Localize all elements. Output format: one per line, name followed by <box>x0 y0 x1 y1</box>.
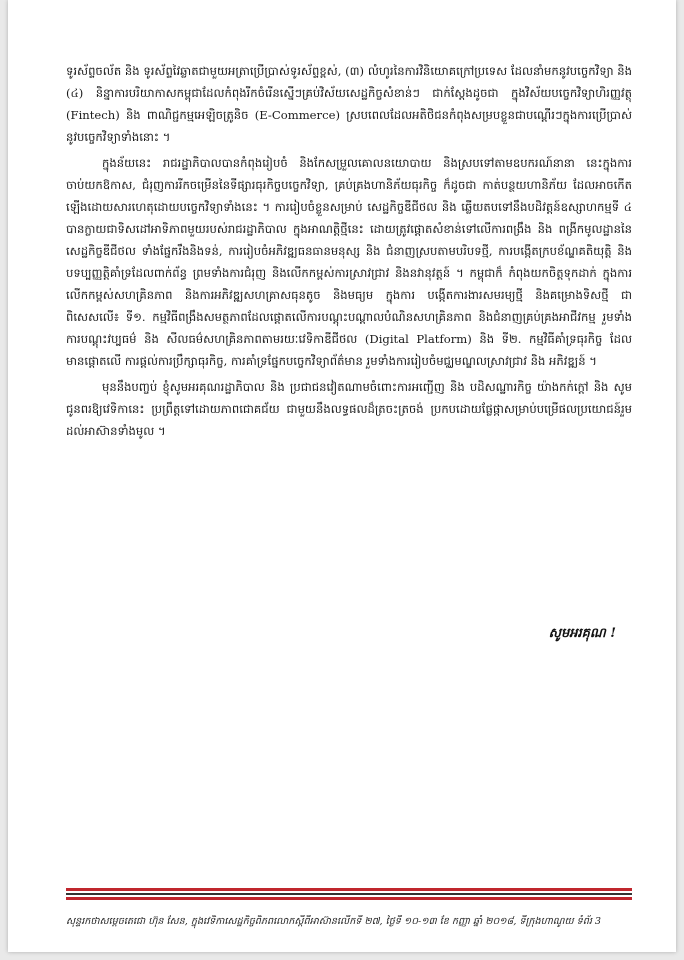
footer-rule-dark <box>66 893 632 895</box>
document-page <box>8 0 676 952</box>
paragraph-2: ក្នុងន័យនេះ រាជរដ្ឋាភិបាលបានកំពុងរៀបចំ និងកែសម្រួលគោលនយោបាយ និងស្របទៅតាមឧបករណ៍នានា នេះក្នុងការចាប់យកឱកាស, ជំរុញការរីកចម្រើននៃទីផ្សារធុរកិច្ចបច្ចេកវិទ្យា, គ្រប់គ្រងហានិភ័យធុរកិច្ច ក៏ដូចជា កាត់បន្ថយហានិភ័យ ដែលអាចកើតឡើងដោយសារហេតុដោយបច្ចេកវិទ្យាទាំងនេះ ។ ការរៀបចំខ្លួនសម្រាប់ សេដ្ឋកិច្ចឌីជីថល និង ឆ្លើយតបទៅនឹងបដិវត្តន៍ឧស្សាហកម្មទី ៤ បានក្លាយជាទិសដៅអាទិភាពមួយរបស់រាជរដ្ឋាភិបាល ក្នុងអាណត្តិថ្មីនេះ ដោយត្រូវផ្តោតសំខាន់ទៅលើការពង្រឹង និង ពង្រីកមូលដ្ឋាននៃសេដ្ឋកិច្ចឌីជីថល ទាំងផ្នែករឹងនិងទន់, ការរៀបចំអភិវឌ្ឍធនធានមនុស្ស និង ជំនាញស្របតាមបរិបទថ្មី, ការបង្កើតក្របខ័ណ្ឌគតិយុត្តិ និង បទប្បញ្ញត្តិគាំទ្រដែលពាក់ព័ន្ធ ព្រមទាំងការជំរុញ និងលើកកម្ពស់ការស្រាវជ្រាវ និងនវានុវត្តន៍ ។ កម្ពុជាក៏ កំពុងយកចិត្តទុកដាក់ ក្នុងការលើកកម្ពស់សហគ្រិនភាព និងការអភិវឌ្ឍសហគ្រាសធុនតូច និងមធ្យម ក្នុងការ បង្កើតការងារសមរម្យថ្មី និងគម្រោងទិសថ្មី ជាពិសេសលើ៖ ទី១. កម្មវិធីពង្រឹងសមត្ថភាពដែលផ្តោតលើការបណ្តុះបណ្តាលបំណិនសហគ្រិនភាព និងជំនាញគ្រប់គ្រងអាជីវកម្ម រួមទាំងការបណ្តុះវប្បធម៌ និង សីលធម៌សហគ្រិនភាពតាមរយៈវេទិកាឌីជីថល (Digital Platform) និង ទី២. កម្មវិធីគាំទ្រធុរកិច្ច ដែលមានផ្តោតលើ ការផ្តល់ការប្រឹក្សាធុរកិច្ច, ការគាំទ្រផ្នែកបច្ចេកវិទ្យាព័ត៌មាន រួមទាំងការរៀបចំមជ្ឈមណ្ឌលស្រាវជ្រាវ និង អភិវឌ្ឍន៍ ។ <box>66 156 632 368</box>
body-text <box>66 60 632 446</box>
footer-rule-red <box>66 888 632 891</box>
footer-rule-red-2 <box>66 897 632 900</box>
closing-thanks: សូមអរគុណ ! <box>548 626 616 641</box>
paragraph-1: ទូរស័ព្ទចល័ត និង ទូរស័ព្ទវៃឆ្លាតជាមួយអត្រាប្រើប្រាស់ទូរស័ព្ទខ្ពស់, (៣) លំហូរនៃការវិនិយោគក្រៅប្រទេស ដែលនាំមកនូវបច្ចេកវិទ្យា និង (៤) និន្នាការបរិយាកាសកម្ពុជាដែលកំពុងរីកចំរើនស្នើៗគ្រប់វិស័យសេដ្ឋកិច្ចសំខាន់ៗ ជាក់ស្តែងដូចជា ក្នុងវិស័យបច្ចេកវិទ្យាហិរញ្ញវត្ថុ (Fintech) និង ពាណិជ្ជកម្មអេឡិចត្រូនិច (E-Commerce) ស្របពេលដែលអតិថិជនកំពុងសម្របខ្លួនជាបណ្តើរៗក្នុងការប្រើប្រាស់នូវបច្ចេកវិទ្យាទាំងនោះ ។ <box>66 64 632 144</box>
paragraph-3: មុននឹងបញ្ចប់ ខ្ញុំសូមអរគុណរដ្ឋាភិបាល និង ប្រជាជនវៀតណាមចំពោះការអញ្ជើញ និង បដិសណ្ឋារកិច្ច យ៉ាងកក់ក្តៅ និង សូមជូនពរឱ្យវេទិកានេះ ប្រព្រឹត្តទៅដោយភាពជោគជ័យ ជាមួយនឹងលទ្ធផលដ៏ត្រចះត្រចង់ ប្រកបដោយផ្លែផ្កាសម្រាប់បម្រើផលប្រយោជន៍រួមដល់អាស៊ានទាំងមូល ។ <box>66 380 632 438</box>
page-footer: សុន្ទរកថាសម្តេចតេជោ ហ៊ុន សែន, ក្នុងវេទិកាសេដ្ឋកិច្ចពិភពលោកស្តីពីអាស៊ានលើកទី ២៧, ថ្ងៃទី ១០-១៣ ខែ កញ្ញា ឆ្នាំ ២០១៨, ទីក្រុងហាណូយ ទំព័រ 3 <box>66 916 602 927</box>
